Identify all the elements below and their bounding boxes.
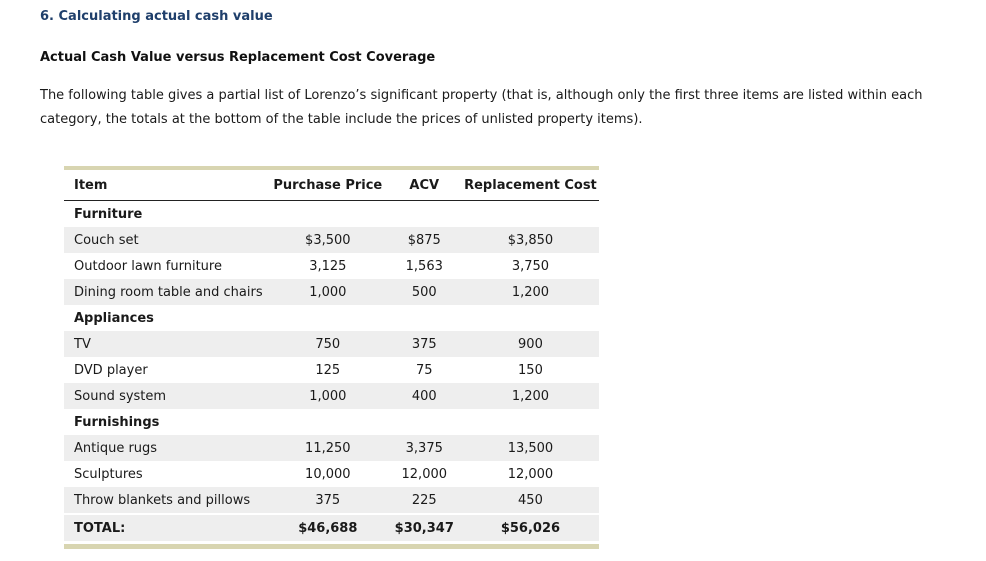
replacement-cost-cell: 12,000 bbox=[507, 466, 554, 482]
purchase-price-cell: 125 bbox=[315, 362, 341, 378]
category-label: Furniture bbox=[74, 206, 143, 222]
table-bottom-rule bbox=[64, 543, 599, 550]
category-row-furniture bbox=[64, 201, 599, 228]
section-heading: 6. Calculating actual cash value bbox=[40, 9, 273, 24]
replacement-cost-cell: 450 bbox=[462, 487, 599, 513]
table-row bbox=[64, 435, 599, 461]
acv-cell: 375 bbox=[387, 331, 462, 357]
item-name: Sound system bbox=[64, 383, 269, 409]
header-item: Item bbox=[64, 170, 269, 201]
item-name: Dining room table and chairs bbox=[64, 279, 269, 305]
property-table bbox=[64, 166, 599, 549]
purchase-price-cell: 750 bbox=[269, 331, 387, 357]
total-replacement-cost: $56,026 bbox=[462, 515, 599, 543]
total-acv: $30,347 bbox=[387, 515, 462, 543]
purchase-price-cell: $3,500 bbox=[269, 227, 387, 253]
replacement-cost-cell: 150 bbox=[518, 362, 543, 378]
purchase-price-cell: 11,250 bbox=[269, 435, 387, 461]
table-row bbox=[64, 357, 599, 383]
header-purchase-price: Purchase Price bbox=[269, 170, 387, 201]
category-label: Appliances bbox=[74, 310, 154, 326]
header-replacement-cost: Replacement Cost bbox=[462, 170, 599, 201]
replacement-cost-cell: 900 bbox=[462, 331, 599, 357]
table-header-row bbox=[64, 170, 599, 201]
table-row bbox=[64, 383, 599, 409]
total-label: TOTAL: bbox=[64, 515, 269, 543]
replacement-cost-cell: 13,500 bbox=[462, 435, 599, 461]
acv-cell: 75 bbox=[415, 362, 433, 378]
acv-cell: 12,000 bbox=[401, 466, 448, 482]
table-row bbox=[64, 331, 599, 357]
category-label: Furnishings bbox=[74, 414, 160, 430]
acv-cell: $875 bbox=[387, 227, 462, 253]
acv-cell: 500 bbox=[387, 279, 462, 305]
replacement-cost-cell: 1,200 bbox=[462, 383, 599, 409]
total-row bbox=[64, 515, 599, 543]
replacement-cost-cell: 1,200 bbox=[462, 279, 599, 305]
item-name: Throw blankets and pillows bbox=[64, 487, 269, 513]
purchase-price-cell: 1,000 bbox=[269, 279, 387, 305]
replacement-cost-cell: 3,750 bbox=[511, 258, 550, 274]
total-purchase-price: $46,688 bbox=[269, 515, 387, 543]
replacement-cost-cell: $3,850 bbox=[462, 227, 599, 253]
item-name: DVD player bbox=[74, 362, 148, 378]
acv-cell: 1,563 bbox=[405, 258, 443, 274]
table-subheading: Actual Cash Value versus Replacement Cost Coverage bbox=[40, 50, 436, 65]
item-name: Outdoor lawn furniture bbox=[74, 258, 222, 274]
intro-paragraph: The following table gives a partial list of Lorenzo’s significant property (that is, although only the first three items are listed within each category, the totals at the bottom of the table include the prices of unlisted property items). bbox=[40, 88, 923, 127]
purchase-price-cell: 3,125 bbox=[309, 258, 347, 274]
acv-cell: 225 bbox=[387, 487, 462, 513]
acv-cell: 400 bbox=[387, 383, 462, 409]
table-row bbox=[64, 279, 599, 305]
table-row bbox=[64, 487, 599, 513]
table-row bbox=[64, 227, 599, 253]
purchase-price-cell: 10,000 bbox=[305, 466, 351, 482]
acv-cell: 3,375 bbox=[387, 435, 462, 461]
table-row bbox=[64, 461, 599, 487]
table-row bbox=[64, 253, 599, 279]
category-row-furnishings bbox=[64, 409, 599, 435]
header-acv: ACV bbox=[387, 170, 462, 201]
item-name: TV bbox=[64, 331, 269, 357]
item-name: Sculptures bbox=[74, 466, 143, 482]
category-row-appliances bbox=[64, 305, 599, 331]
item-name: Couch set bbox=[64, 227, 269, 253]
purchase-price-cell: 375 bbox=[269, 487, 387, 513]
purchase-price-cell: 1,000 bbox=[269, 383, 387, 409]
item-name: Antique rugs bbox=[64, 435, 269, 461]
